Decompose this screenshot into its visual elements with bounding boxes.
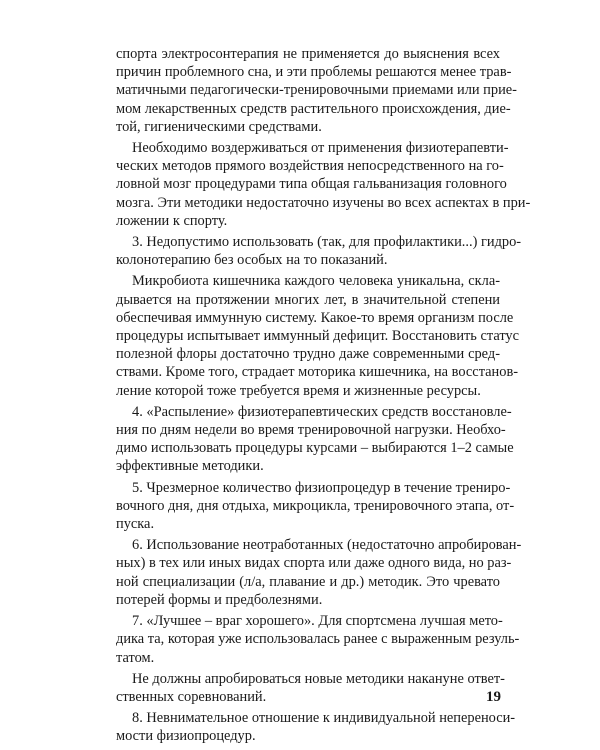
text-line: мозга. Эти методики недостаточно изучены во всех аспектах в при- bbox=[116, 194, 531, 211]
text-line: 3. Недопустимо использовать (так, для профилактики...) гидро- bbox=[132, 234, 522, 251]
text-line: дывается на протяжении многих лет, в значительной степени bbox=[116, 291, 500, 308]
text-line: ление которой тоже требуется время и жизненные ресурсы. bbox=[116, 382, 481, 399]
paragraph bbox=[116, 536, 522, 609]
text-line: спорта электросонтерапия не применяется до выяснения всех bbox=[116, 46, 500, 62]
paragraph bbox=[116, 612, 520, 667]
text-line: 4. «Распыление» физиотерапевтических средств восстановле- bbox=[132, 403, 512, 420]
paragraph bbox=[116, 403, 514, 476]
text-line: Не должны апробироваться новые методики накануне ответ- bbox=[132, 670, 505, 687]
text-line: процедуры испытывает иммунный дефицит. Восстановить статус bbox=[116, 328, 520, 345]
text-line: 6. Использование неотработанных (недостаточно апробирован- bbox=[132, 537, 522, 554]
text-line: ния по дням недели во время тренировочной нагрузки. Необхо- bbox=[116, 422, 506, 439]
paragraph bbox=[116, 139, 531, 230]
text-line: мости физиопроцедур. bbox=[116, 728, 256, 745]
paragraph bbox=[116, 272, 520, 399]
text-line: полезной флоры достаточно трудно даже современными сред- bbox=[116, 346, 500, 363]
text-line: ствами. Кроме того, страдает моторика кишечника, на восстанов- bbox=[116, 364, 519, 381]
text-line: ческих методов прямого воздействия непосредственного на го- bbox=[116, 158, 504, 175]
text-line: Необходимо воздерживаться от применения физиотерапевти- bbox=[132, 140, 509, 157]
paragraph bbox=[116, 45, 517, 136]
text-line: ственных соревнований. bbox=[116, 688, 267, 705]
text-line: дика та, которая уже использовалась ранее с выраженным резуль- bbox=[116, 631, 520, 648]
text-line: потерей формы и предболезнями. bbox=[116, 591, 323, 608]
text-line: эффективные методики. bbox=[116, 458, 264, 475]
text-line: 5. Чрезмерное количество физиопроцедур в течение трениро- bbox=[132, 479, 511, 496]
text-line: мом лекарственных средств растительного происхождения, дие- bbox=[116, 100, 511, 117]
paragraph bbox=[116, 479, 515, 534]
body-text bbox=[116, 45, 531, 749]
text-line: ной специализации (л/а, плавание и др.) методик. Это чревато bbox=[116, 573, 500, 590]
text-line: обеспечивая иммунную систему. Какое-то время организм после bbox=[116, 309, 514, 326]
page-number: 19 bbox=[486, 689, 501, 705]
text-line: ных) в тех или иных видах спорта или даже одного вида, но раз- bbox=[116, 555, 512, 572]
paragraph bbox=[116, 233, 522, 269]
paragraph bbox=[116, 670, 505, 706]
paragraph bbox=[116, 709, 516, 745]
text-line: колонотерапию без особых на то показаний. bbox=[116, 252, 388, 269]
text-line: той, гигиеническими средствами. bbox=[116, 118, 322, 135]
text-line: матичными педагогически-тренировочными приемами или прие- bbox=[116, 82, 517, 99]
text-line: Микробиота кишечника каждого человека уникальна, скла- bbox=[132, 273, 500, 290]
text-line: ложении к спорту. bbox=[116, 212, 228, 229]
text-line: 8. Невнимательное отношение к индивидуальной непереноси- bbox=[132, 710, 516, 727]
text-line: вочного дня, дня отдыха, микроцикла, тренировочного этапа, от- bbox=[116, 497, 515, 514]
text-line: причин проблемного сна, и эти проблемы решаются менее трав- bbox=[116, 64, 512, 81]
text-line: димо использовать процедуры курсами – выбираются 1–2 самые bbox=[116, 440, 514, 457]
text-line: татом. bbox=[116, 649, 155, 666]
text-line: пуска. bbox=[116, 516, 155, 533]
text-line: ловной мозг процедурами типа общая гальванизация головного bbox=[116, 176, 507, 193]
text-line: 7. «Лучшее – враг хорошего». Для спортсмена лучшая мето- bbox=[132, 613, 503, 630]
